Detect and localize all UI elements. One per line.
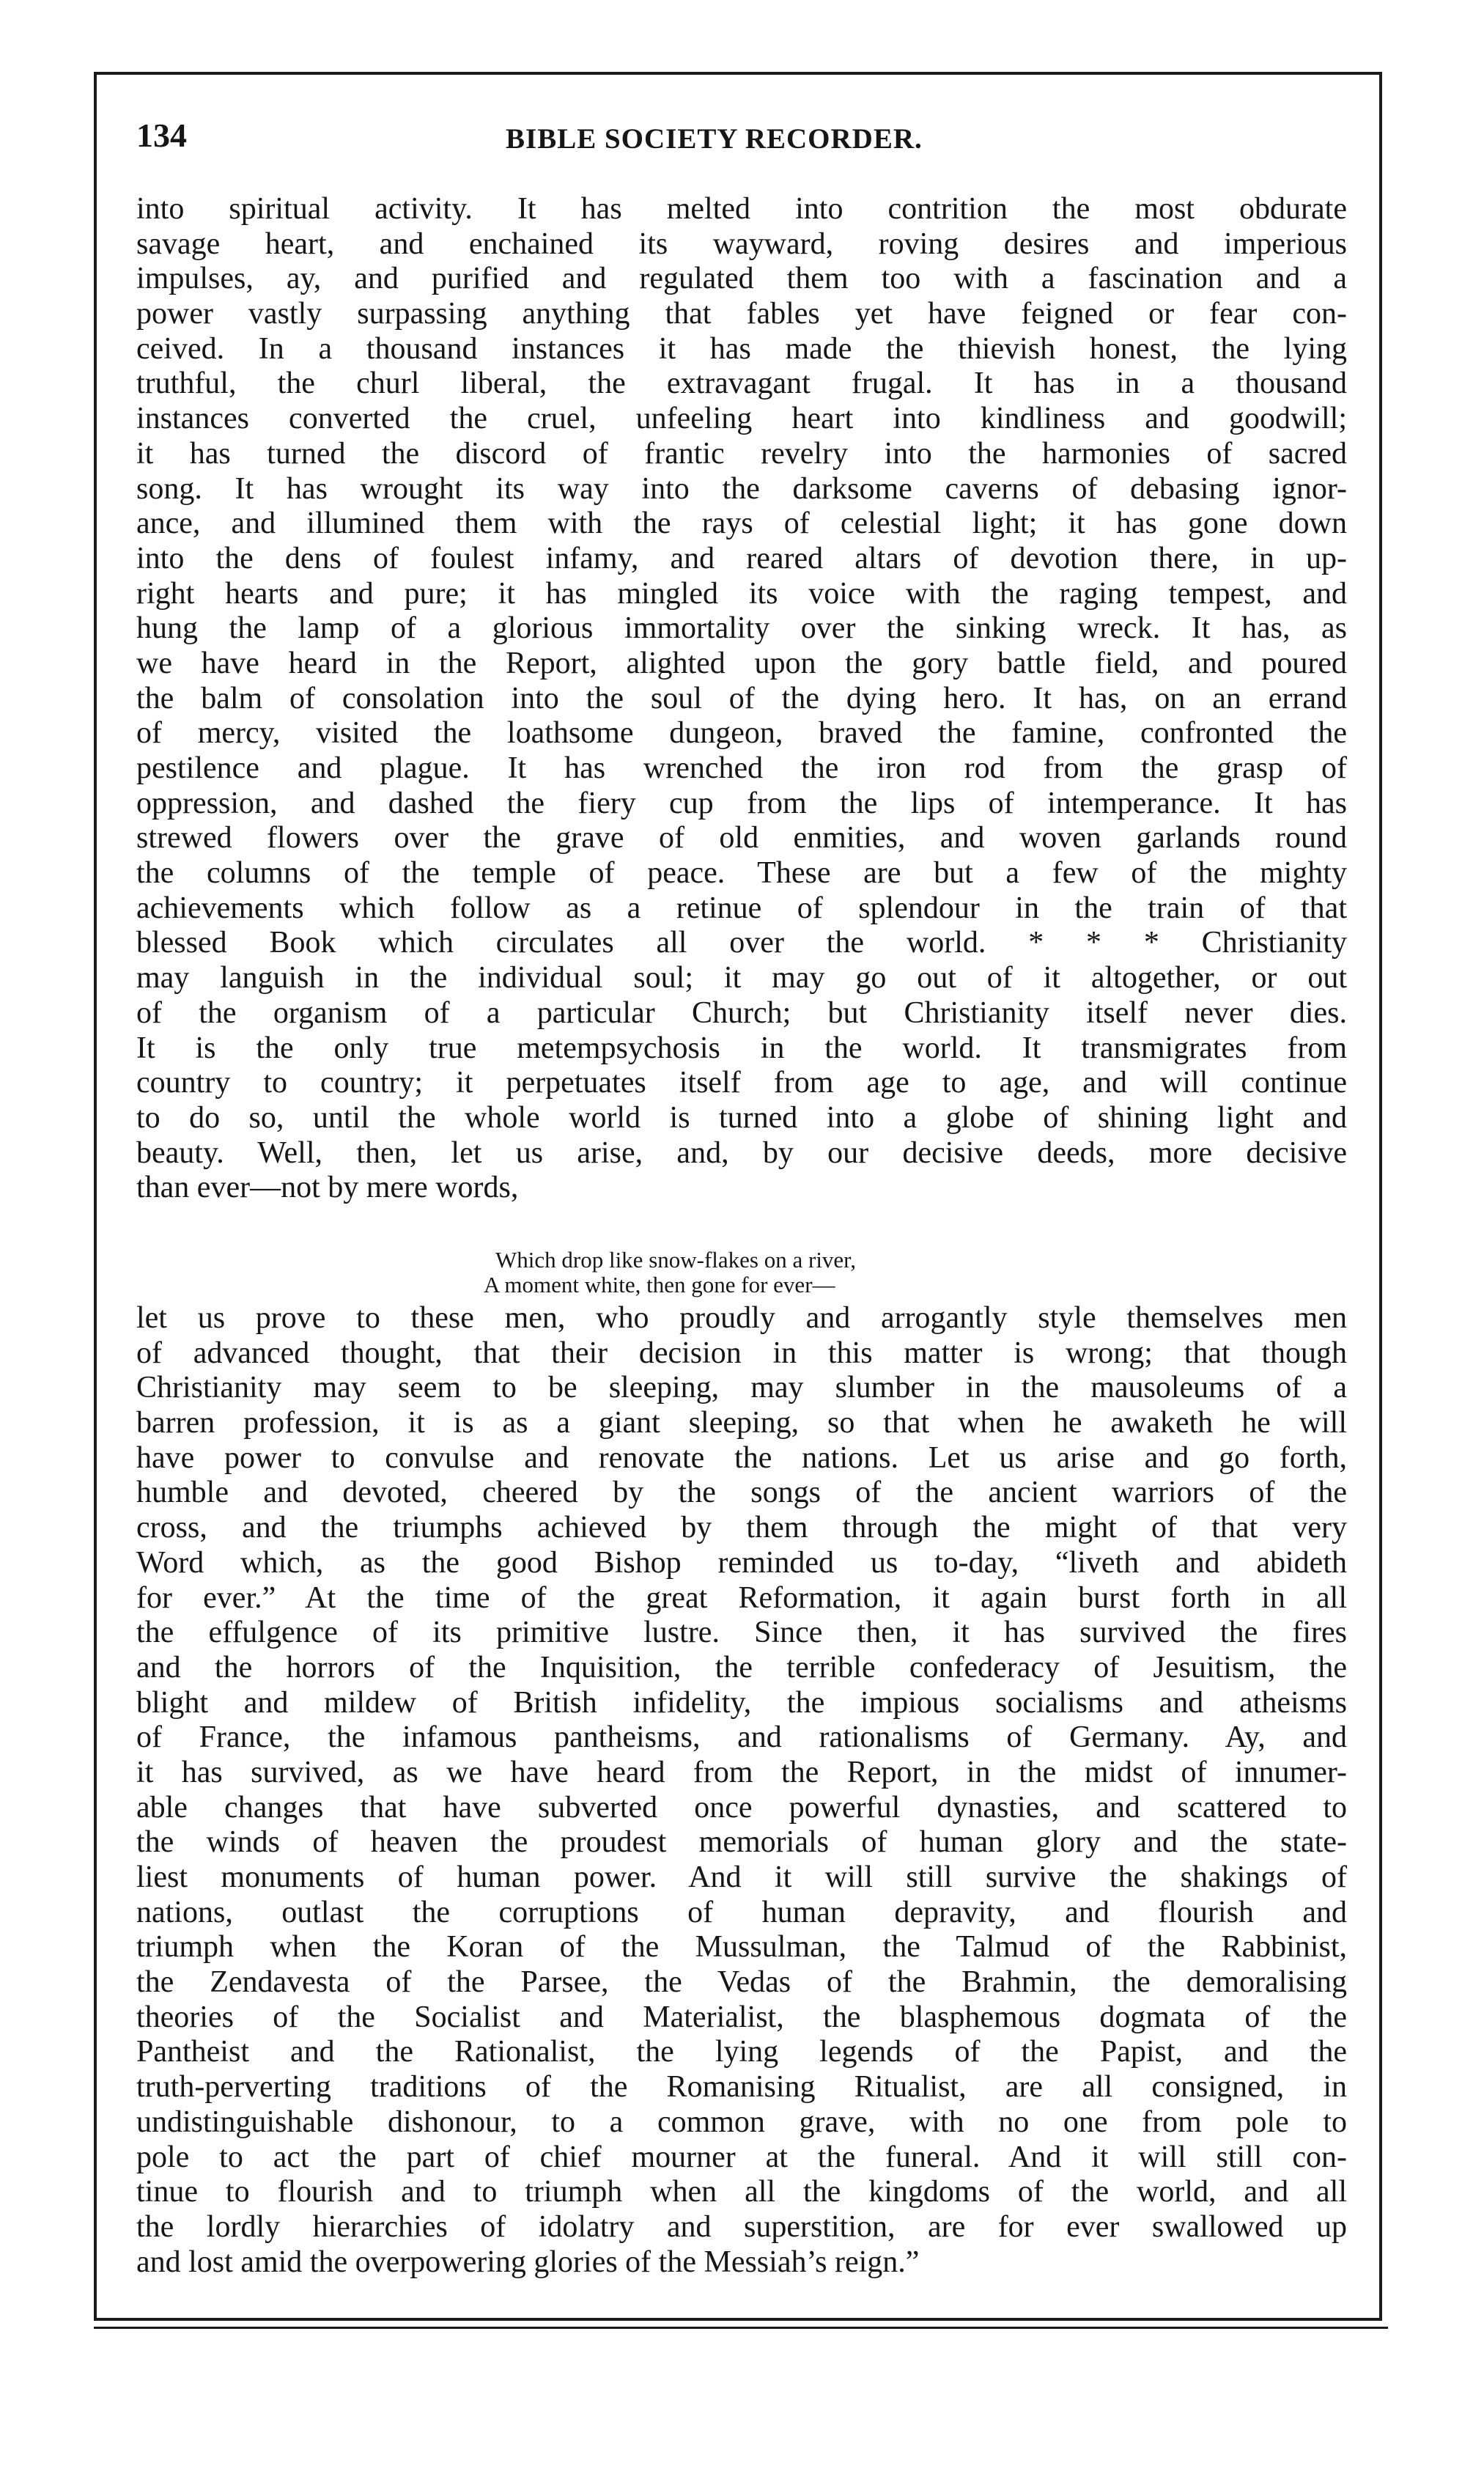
text-line: truth-perverting traditions of the Romanising Ritualist, are all consigned, in [136,2070,1347,2105]
text-line: beauty. Well, then, let us arise, and, by our decisive deeds, more decisive [136,1135,1347,1170]
text-line: instances converted the cruel, unfeeling heart into kindliness and goodwill; [136,402,1347,436]
frame-rule-left [94,72,97,2321]
text-line: and lost amid the overpowering glories of the Messiah’s reign.” [136,2245,920,2279]
text-line: tinue to flourish and to triumph when all the kingdoms of the world, and all [136,2175,1347,2209]
text-line: undistinguishable dishonour, to a common grave, with no one from pole to [136,2105,1347,2139]
frame-rule-right [1379,72,1382,2321]
text-line: and the horrors of the Inquisition, the terrible confederacy of Jesuitism, the [136,1650,1347,1685]
text-line: ceived. In a thousand instances it has made the thievish honest, the lying [136,331,1347,366]
text-line: blessed Book which circulates all over the world. * * * Christianity [136,926,1347,960]
text-line: of advanced thought, that their decision in this matter is wrong; that though [136,1336,1347,1370]
text-line: to do so, until the whole world is turned into a globe of shining light and [136,1100,1347,1135]
text-line: nations, outlast the corruptions of human depravity, and flourish and [136,1895,1347,1929]
text-line: of France, the infamous pantheisms, and rationalisms of Germany. Ay, and [136,1720,1347,1755]
paragraph-1 [136,192,1347,1206]
text-line: it has survived, as we have heard from the Report, in the midst of innumer- [136,1755,1347,1789]
text-line: into spiritual activity. It has melted into contrition the most obdurate [136,192,1347,226]
text-line: the effulgence of its primitive lustre. Since then, it has survived the fires [136,1616,1347,1650]
text-line: cross, and the triumphs achieved by them through the might of that very [136,1511,1347,1545]
frame-rule-top [94,72,1382,75]
text-line: into the dens of foulest infamy, and reared altars of devotion there, in up- [136,541,1347,575]
text-line: we have heard in the Report, alighted upon the gory battle field, and poured [136,646,1347,680]
text-line: savage heart, and enchained its wayward, roving desires and imperious [136,227,1347,261]
text-line: able changes that have subverted once powerful dynasties, and scattered to [136,1790,1347,1825]
text-line: the Zendavesta of the Parsee, the Vedas of the Brahmin, the demoralising [136,1965,1347,2000]
text-line: song. It has wrought its way into the darksome caverns of debasing ignor- [136,471,1347,506]
verse-line: A moment white, then gone for ever— [484,1272,835,1297]
text-line: the lordly hierarchies of idolatry and superstition, are for ever swallowed up [136,2209,1347,2244]
text-line: It is the only true metempsychosis in the world. It transmigrates from [136,1031,1347,1065]
text-line: theories of the Socialist and Materialist, the blasphemous dogmata of the [136,2000,1347,2034]
text-line: achievements which follow as a retinue of splendour in the train of that [136,891,1347,925]
text-line: pestilence and plague. It has wrenched the iron rod from the grasp of [136,751,1347,785]
frame-rule-bottom [94,2318,1382,2321]
text-line: Pantheist and the Rationalist, the lying legends of the Papist, and the [136,2035,1347,2069]
text-line: of the organism of a particular Church; but Christianity itself never dies. [136,995,1347,1030]
text-line: the columns of the temple of peace. These are but a few of the mighty [136,856,1347,891]
text-line: than ever—not by mere words, [136,1171,519,1205]
text-line: hung the lamp of a glorious immortality over the sinking wreck. It has, as [136,611,1347,646]
text-line: Word which, as the good Bishop reminded us to-day, “liveth and abideth [136,1545,1347,1580]
verse-line: Which drop like snow-flakes on a river, [495,1247,857,1273]
text-line: truthful, the churl liberal, the extravagant frugal. It has in a thousand [136,367,1347,401]
text-line: oppression, and dashed the fiery cup from the lips of intemperance. It has [136,786,1347,820]
text-line: the balm of consolation into the soul of the dying hero. It has, on an errand [136,681,1347,715]
text-line: strewed flowers over the grave of old enmities, and woven garlands round [136,821,1347,855]
text-line: ance, and illumined them with the rays of celestial light; it has gone down [136,507,1347,541]
text-line: for ever.” At the time of the great Reformation, it again burst forth in all [136,1580,1347,1615]
text-line: it has turned the discord of frantic revelry into the harmonies of sacred [136,436,1347,471]
running-title: BIBLE SOCIETY RECORDER. [506,123,923,155]
page-number: 134 [136,117,187,154]
text-line: pole to act the part of chief mourner at the funeral. And it will still con- [136,2140,1347,2174]
text-line: barren profession, it is as a giant sleeping, so that when he awaketh he will [136,1406,1347,1440]
frame-rule-bottom-outer [94,2327,1388,2329]
paragraph-2 [136,1301,1347,2280]
text-line: country to country; it perpetuates itself from age to age, and will continue [136,1066,1347,1100]
text-line: the winds of heaven the proudest memorials of human glory and the state- [136,1825,1347,1860]
text-line: have power to convulse and renovate the nations. Let us arise and go forth, [136,1440,1347,1475]
text-line: impulses, ay, and purified and regulated them too with a fascination and a [136,262,1347,296]
text-line: triumph when the Koran of the Mussulman, the Talmud of the Rabbinist, [136,1930,1347,1965]
text-line: blight and mildew of British infidelity, the impious socialisms and atheisms [136,1685,1347,1720]
text-line: let us prove to these men, who proudly and arrogantly style themselves men [136,1301,1347,1335]
text-line: Christianity may seem to be sleeping, may slumber in the mausoleums of a [136,1371,1347,1405]
text-line: humble and devoted, cheered by the songs of the ancient warriors of the [136,1476,1347,1510]
text-line: of mercy, visited the loathsome dungeon, braved the famine, confronted the [136,716,1347,751]
text-line: may languish in the individual soul; it may go out of it altogether, or out [136,961,1347,995]
text-line: power vastly surpassing anything that fables yet have feigned or fear con- [136,297,1347,331]
text-line: right hearts and pure; it has mingled its voice with the raging tempest, and [136,576,1347,611]
text-line: liest monuments of human power. And it will still survive the shakings of [136,1860,1347,1894]
